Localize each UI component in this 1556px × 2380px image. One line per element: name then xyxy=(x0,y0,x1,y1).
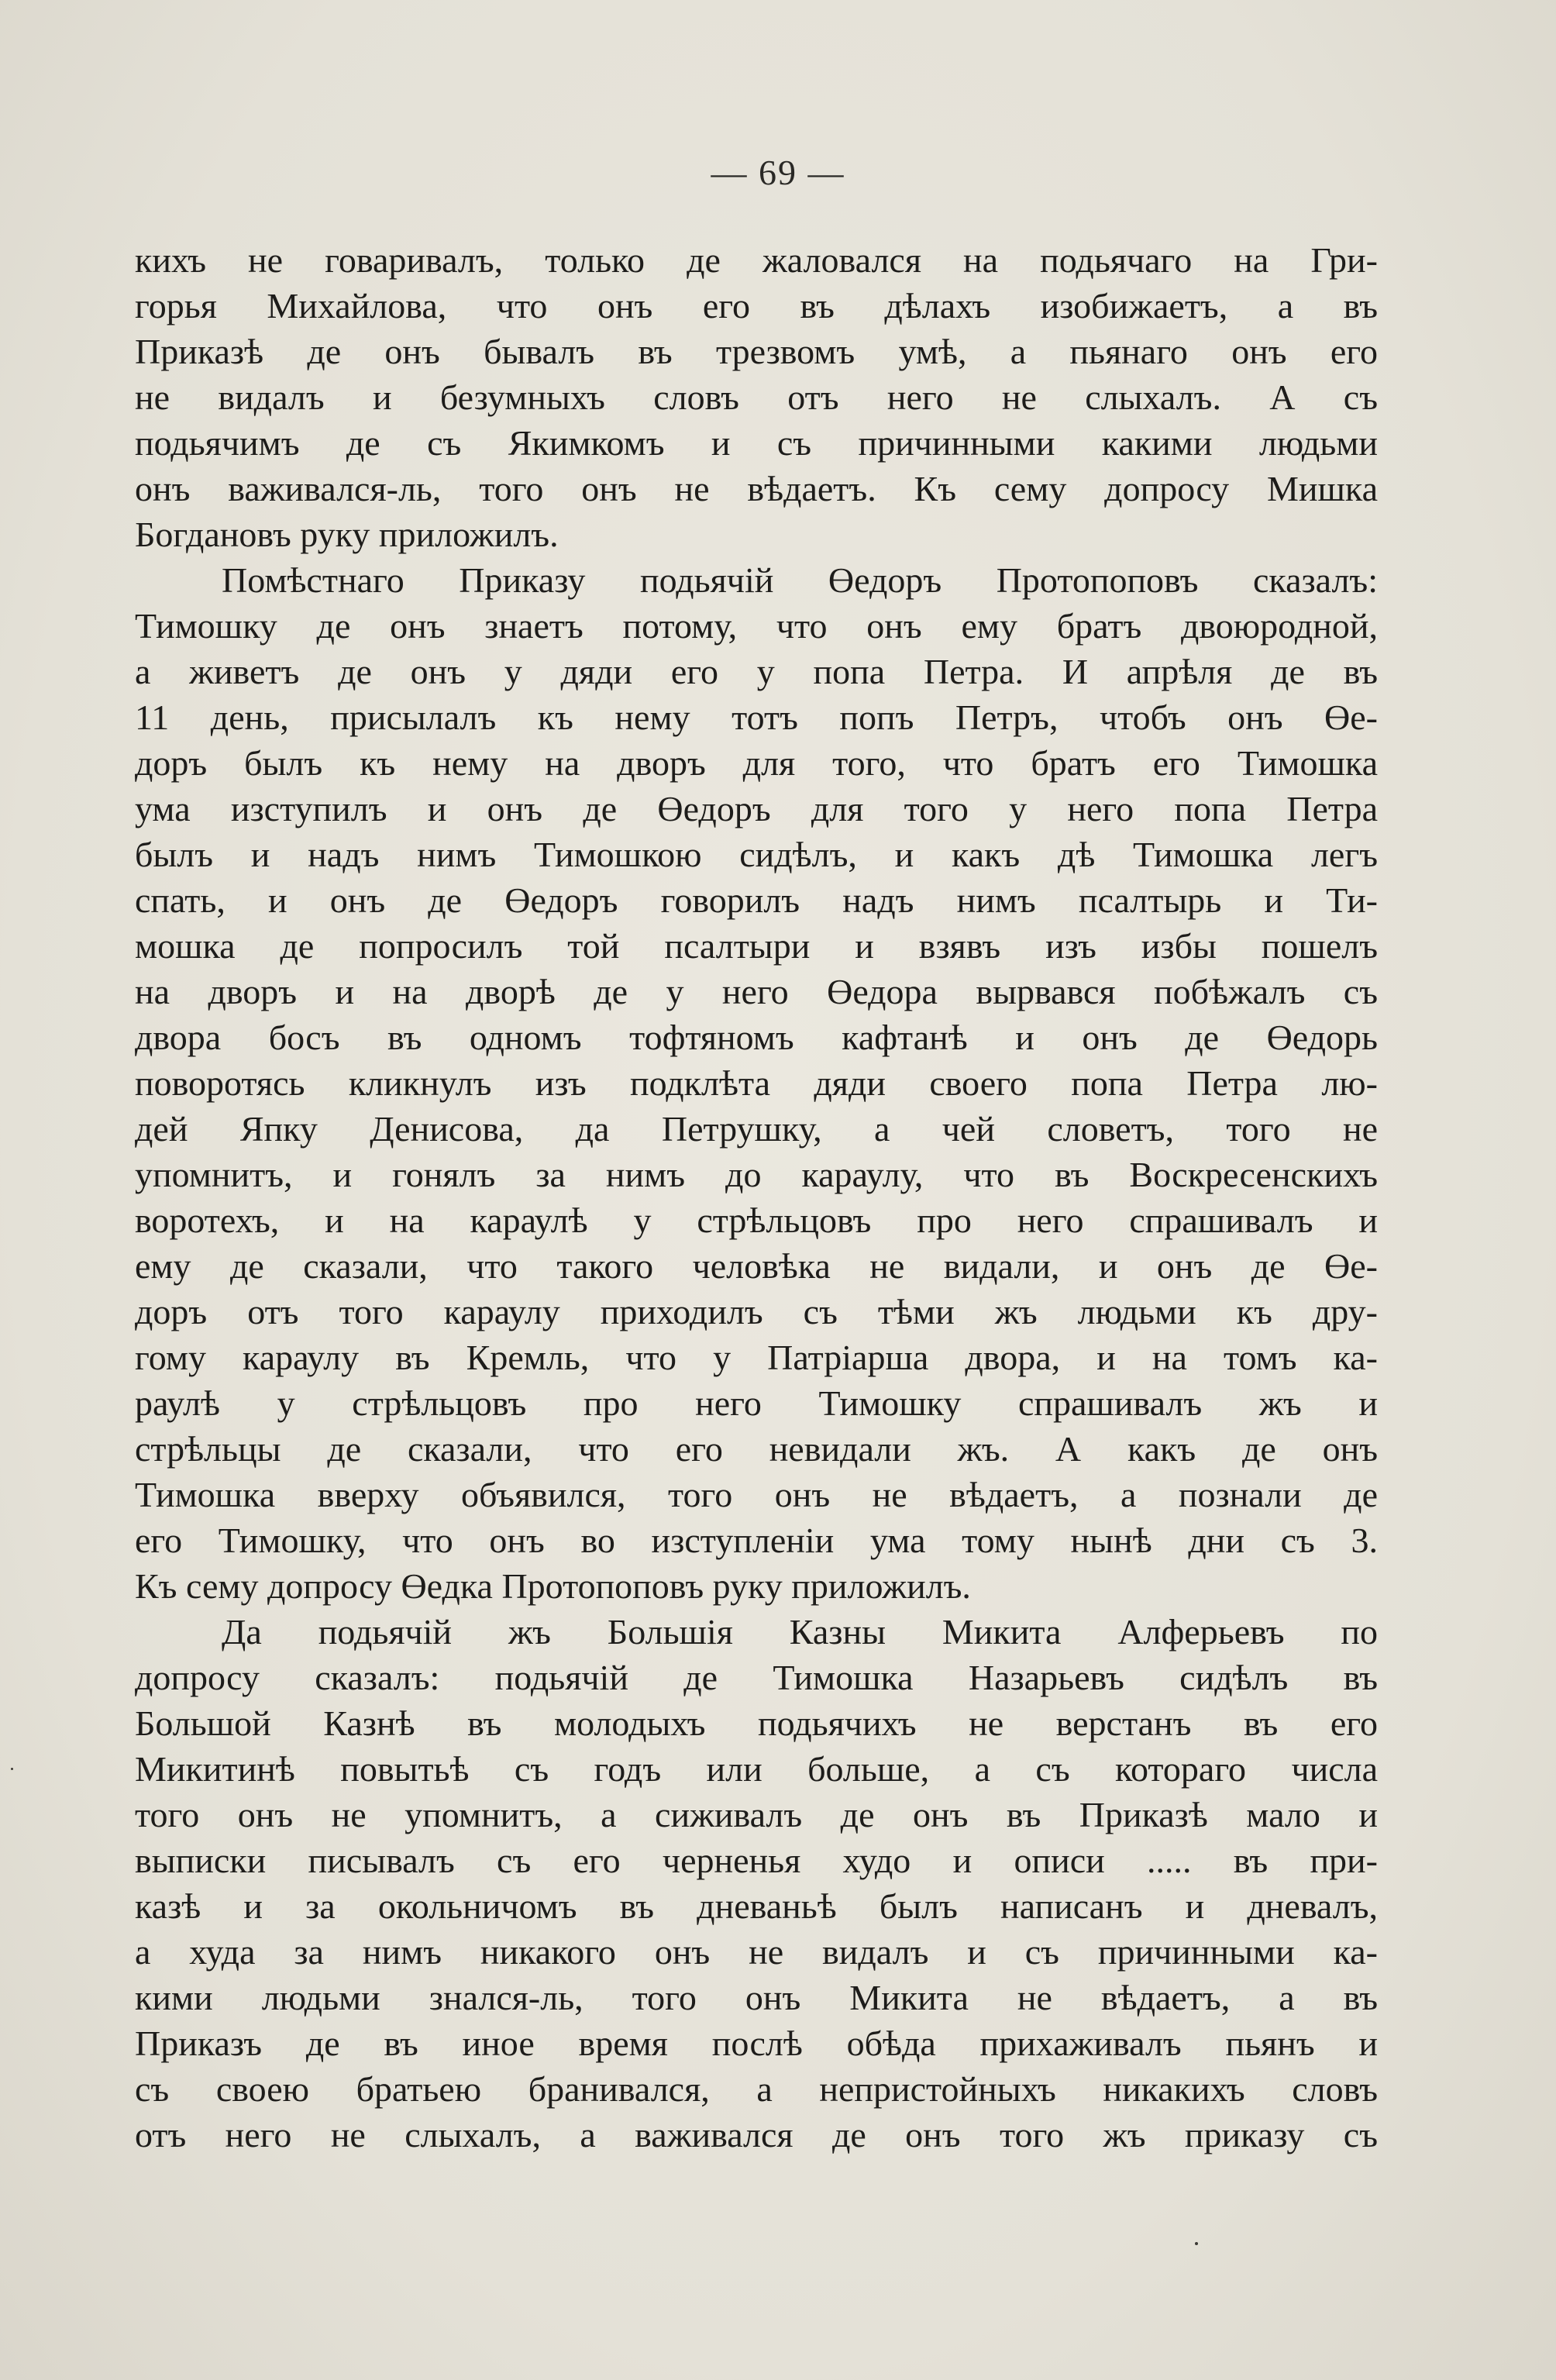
text-line: его Тимошку, что онъ во изступленіи ума тому нынѣ дни съ 3. xyxy=(135,1521,1378,1560)
text-line: кихъ не говаривалъ, только де жаловался на подьячаго на Гри- xyxy=(135,240,1378,280)
paragraph xyxy=(135,557,1378,1609)
text-line: ума изступилъ и онъ де Өедоръ для того у него попа Петра xyxy=(135,789,1378,828)
text-line: ему де сказали, что такого человѣка не видали, и онъ де Өе- xyxy=(135,1246,1378,1286)
text-line: Большой Казнѣ въ молодыхъ подьячихъ не верстанъ въ его xyxy=(135,1703,1378,1743)
text-line: выписки писывалъ съ его черненья худо и описи ..... въ при- xyxy=(135,1841,1378,1880)
text-line: Помѣстнаго Приказу подьячій Өедоръ Протопоповъ сказалъ: xyxy=(222,560,1378,600)
text-line: Тимошка вверху объявился, того онъ не вѣдаетъ, а познали де xyxy=(135,1475,1378,1514)
text-line: мошка де попросилъ той псалтыри и взявъ изъ избы пошелъ xyxy=(135,926,1378,966)
page-number: — 69 — xyxy=(711,153,845,192)
text-line: Тимошку де онъ знаетъ потому, что онъ ему братъ двоюродной, xyxy=(135,606,1378,646)
text-line: воротехъ, и на караулѣ у стрѣльцовъ про него спрашивалъ и xyxy=(135,1200,1378,1240)
text-line: подьячимъ де съ Якимкомъ и съ причинными какими людьми xyxy=(135,423,1378,463)
text-line: Богдановъ руку приложилъ. xyxy=(135,515,559,554)
text-line: доръ отъ того караулу приходилъ съ тѣми жъ людьми къ дру- xyxy=(135,1292,1378,1331)
text-line: допросу сказалъ: подьячій де Тимошка Назарьевъ сидѣлъ въ xyxy=(135,1658,1378,1697)
paragraph xyxy=(135,237,1378,557)
text-line: на дворъ и на дворѣ де у него Өедора вырвався побѣжалъ съ xyxy=(135,972,1378,1011)
text-line: съ своею братьею бранивался, а непристойныхъ никакихъ словъ xyxy=(135,2069,1378,2109)
text-line: двора босъ въ одномъ тофтяномъ кафтанѣ и онъ де Өедорь xyxy=(135,1018,1378,1057)
text-line: того онъ не упомнитъ, а сиживалъ де онъ въ Приказѣ мало и xyxy=(135,1795,1378,1834)
paragraph xyxy=(135,1609,1378,2158)
text-line: гому караулу въ Кремль, что у Патріарша двора, и на томъ ка- xyxy=(135,1338,1378,1377)
text-line: кими людьми знался-ль, того онъ Микита не вѣдаетъ, а въ xyxy=(135,1978,1378,2017)
text-line: отъ него не слыхалъ, а важивался де онъ того жъ приказу съ xyxy=(135,2115,1378,2154)
paper-speck xyxy=(1195,2242,1198,2245)
text-line: Приказъ де въ иное время послѣ обѣда прихаживалъ пьянъ и xyxy=(135,2024,1378,2063)
body-text xyxy=(135,237,1378,2158)
text-line: спать, и онъ де Өедоръ говорилъ надъ нимъ псалтырь и Ти- xyxy=(135,880,1378,920)
text-line: а худа за нимъ никакого онъ не видалъ и съ причинными ка- xyxy=(135,1932,1378,1972)
text-line: раулѣ у стрѣльцовъ про него Тимошку спрашивалъ жъ и xyxy=(135,1383,1378,1423)
text-line: стрѣльцы де сказали, что его невидали жъ. А какъ де онъ xyxy=(135,1429,1378,1469)
text-line: казѣ и за окольничомъ въ дневаньѣ былъ написанъ и дневалъ, xyxy=(135,1886,1378,1926)
paper-speck xyxy=(11,1768,13,1770)
text-line: былъ и надъ нимъ Тимошкою сидѣлъ, и какъ дѣ Тимошка легъ xyxy=(135,835,1378,874)
text-line: Микитинѣ повытьѣ съ годъ или больше, а съ котораго числа xyxy=(135,1749,1378,1789)
text-line: упомнитъ, и гонялъ за нимъ до караулу, что въ Воскресенскихъ xyxy=(135,1155,1378,1194)
text-line: дей Япку Денисова, да Петрушку, а чей словетъ, того не xyxy=(135,1109,1378,1149)
text-line: 11 день, присылалъ къ нему тотъ попъ Петръ, чтобъ онъ Өе- xyxy=(135,697,1378,737)
text-line: онъ важивался-ль, того онъ не вѣдаетъ. Къ сему допросу Мишка xyxy=(135,469,1378,508)
text-line: доръ былъ къ нему на дворъ для того, что братъ его Тимошка xyxy=(135,743,1378,783)
text-line: а живетъ де онъ у дяди его у попа Петра. И апрѣля де въ xyxy=(135,652,1378,691)
text-line: Да подьячій жъ Большія Казны Микита Алферьевъ по xyxy=(222,1612,1378,1652)
text-line: Приказѣ де онъ бывалъ въ трезвомъ умѣ, а пьянаго онъ его xyxy=(135,332,1378,371)
text-line: Къ сему допросу Өедка Протопоповъ руку приложилъ. xyxy=(135,1566,971,1606)
text-line: не видалъ и безумныхъ словъ отъ него не слыхалъ. А съ xyxy=(135,377,1378,417)
text-line: горья Михайлова, что онъ его въ дѣлахъ изобижаетъ, а въ xyxy=(135,286,1378,325)
text-line: поворотясь кликнулъ изъ подклѣта дяди своего попа Петра лю- xyxy=(135,1063,1378,1103)
